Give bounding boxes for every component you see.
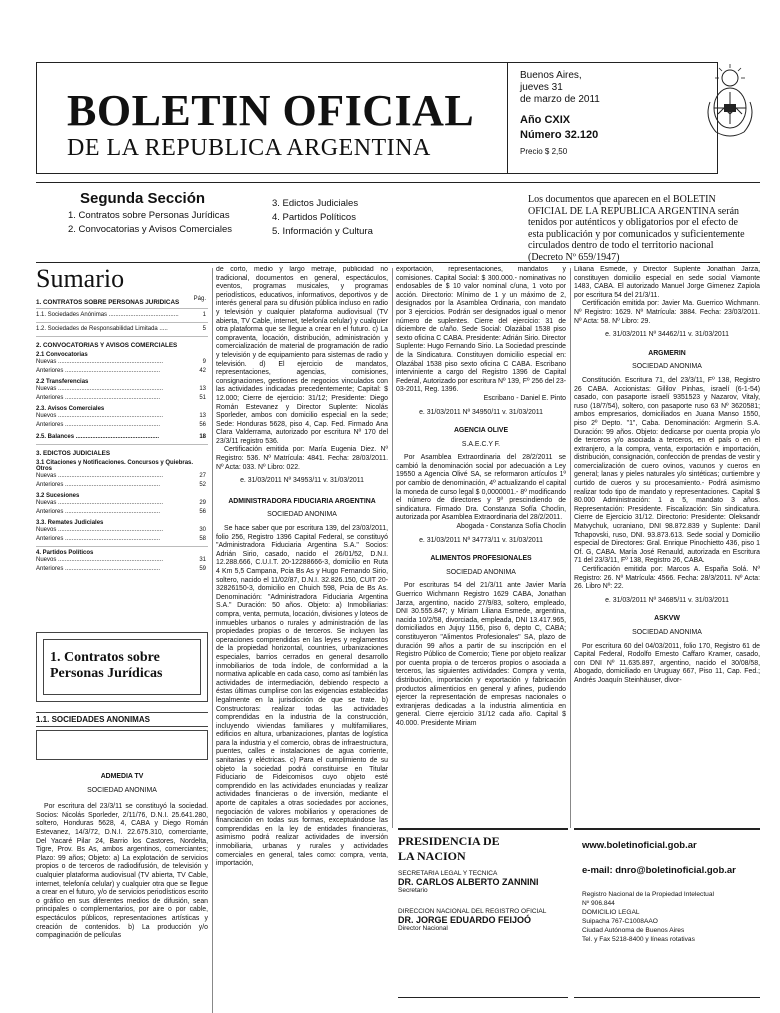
notice-reference: e. 31/03/2011 Nº 34773/11 v. 31/03/2011 — [419, 536, 543, 544]
sumario-row[interactable]: Anteriores ......................................................... 52 — [36, 482, 206, 488]
notice-text: Por escritura 60 del 04/03/2011, folio 170, Registro 61 de Capital Federal, Rodolfo Ernesto Caffaro Kramer, casado, con DNI Nº 11.635.897, argentino, nacido el 30/08/58, Abogado, domiciliado en Uruguay 667, Piso 11, Cap. Fed.; Andrés Joaquín Steinhäuser, divor- — [574, 642, 760, 684]
notice-heading: ADMINISTRADORA FIDUCIARIA ARGENTINA — [228, 497, 376, 505]
sumario — [36, 264, 208, 574]
issue-date-line-3: de marzo de 2011 — [520, 94, 600, 105]
sumario-row[interactable]: Nuevas ............................................................... 29 — [36, 500, 206, 506]
presidencia-box — [398, 828, 568, 998]
notice-subheading: SOCIEDAD ANONIMA — [87, 786, 157, 794]
notice-text: Por Asamblea Extraordinaria del 28/2/2011 se cambió la denominación social por adecuación a Ley 19550 a Agencia Olivé SA, se reformaron artículos 1º por cambio de denominación, 4º actualizando el capital la moneda de curso legal $ 0,0000001.- 8º modificando el número de directores y 9º prescindiendo de sindicatura. Firmado Dra. Constanza Sofía Choclin, autorizada por Asamblea Extraordinaria del 28/2/2011. — [396, 454, 566, 522]
section-list-right — [272, 198, 472, 240]
sumario-row[interactable]: Anteriores ......................................................... 58 — [36, 536, 206, 542]
direccion-role: Director Nacional — [398, 925, 448, 932]
notice-cert: Certificación emitida por: María Eugenia Diez. Nº Registro: 536. Nº Matrícula: 4841. Fecha: 28/03/2011. Nº Acta: 033. Nº Libro: 022. — [216, 446, 388, 471]
notice-heading: ADMEDIA TV — [100, 773, 144, 780]
column-3 — [396, 266, 566, 826]
issue-meta — [520, 70, 680, 156]
presidencia-title: LA NACION — [398, 849, 466, 863]
sumario-subgroup: 4. Partidos Políticos — [36, 550, 94, 556]
secretaria-name: DR. CARLOS ALBERTO ZANNINI — [398, 877, 539, 887]
sumario-row[interactable]: Anteriores ......................................................... 56 — [36, 422, 206, 428]
notice-reference: e. 31/03/2011 Nº 34950/11 v. 31/03/2011 — [419, 408, 543, 416]
sumario-row[interactable]: 1.1. Sociedades Anónimas .......................................... 1 — [36, 312, 206, 318]
sumario-subgroup: 3.3. Remates Judiciales — [36, 520, 104, 526]
content-divider — [36, 262, 760, 263]
notice-heading: ALIMENTOS PROFESIONALES — [430, 555, 532, 563]
sumario-subgroup: 2.3. Avisos Comerciales — [36, 406, 105, 412]
legal-notice: Los documentos que aparecen en el BOLETIN OFICIAL DE LA REPUBLICA ARGENTINA serán tenidos por auténticos y obligatorios por el efecto de esta publicación y por comunicados y suficientemente circulados dentro de todo el territorio nacional (Decreto Nº 659/1947) — [528, 194, 745, 263]
issue-price: Precio $ 2,50 — [520, 147, 568, 156]
section-item: 2. Convocatorias y Avisos Comerciales — [68, 224, 233, 235]
notice-reference: e. 31/03/2011 Nº 34462/11 v. 31/03/2011 — [605, 331, 729, 339]
sumario-row[interactable]: Nuevas ............................................................... 27 — [36, 473, 206, 479]
notice-text: Liliana Esmede, y Director Suplente Jonathan Jarza, constituyen domicilio especial en sede social Viamonte 1483, CABA. El autorizado Manuel Jorge Gimenez Zapiola por escritura 54 del 21/3/11. — [574, 266, 760, 299]
notice-text: Por escrituras 54 del 21/3/11 ante Javier María Guerrico Wichmann Registro 1629 CABA, Jonathan Jarza, argentino, nacido 27/9/83, soltero, empleado, DNI 30.555.847; y Miriam Liliana Esmede, argentina, nacida 10/2/58, divorciada, empleada, DNI 13.417.965, domiciliados en Jujuy 1156, piso 6, depto C, CABA; constituyeron "Alimentos Profesionales" SA, plazo de duración 99 años a partir de su inscripción en el Registro Público de Comercio; Tiene por objeto realizar por cuenta propia o de terceros propios o asociada a terceros, las siguientes actividades: Compra y venta, distribución, importación y exportación y fabricación productos alimenticios en general y afines, pudiendo ejercer la representación de empresas nacionales o extranjeras dedicadas a la industria alimenticia en general. Cierre ejercicio 31/12 cada año. Capital $ 40.000. Presidente Miriam — [396, 582, 566, 727]
notice-heading: ASKVW — [654, 615, 680, 623]
direccion-name: DR. JORGE EDUARDO FEIJOÓ — [398, 915, 532, 925]
notice-subheading: SOCIEDAD ANONIMA — [267, 511, 337, 519]
issue-number: Número 32.120 — [520, 129, 599, 141]
sumario-subgroup: 3.2 Sucesiones — [36, 493, 80, 499]
notice-text: exportación, representaciones, mandatos y comisiones. Capital Social: $ 300.000.- nominativas no endosables de $ 10 valor nominal c/una, 1 voto por acción. Directorio: Mínimo de 1 y un máximo de 2, designados por la Asamblea Ordinaria, con mandato por 3 ejercicios. Podrán ser designados igual o menor número de suplentes. Cierre del ejercicio: 31 de diciembre de c/año. Sede Social: Olazábal 1538 piso sexto oficina C CABA. Presidente: Adrián Sirio. Director Suplente: Hugo Fernando Sirio. La Sociedad prescinde de la Sindicatura. Constituyen domicilio especial en: Olazábal 1538 piso sexto oficina C CABA. Escribano interviniente a cargo del Registro 1396 de Capital Federal, Autorizado por escritura Nº 139, Fº 256 del 23-03-2011, Reg. 1396. — [396, 266, 566, 394]
sumario-subgroup: 2.2 Transferencias — [36, 379, 89, 385]
notice-text: de corto, medio y largo metraje, publicidad no tradicional, documentos en general, espectáculos, eventos, programas musicales, y programas periodísticos, educativos, informativos, deportivos y de interés general para su difusión pública incluso en radio y televisión y cualquier plataforma audiovisual (TV abierta, TV Cable, internet, telefonía celular) y cualquier otra plataforma que se llegue a crear en el futuro. c) La compraventa, locación, distribución, administración y comercialización de material de programación de radio y televisión y de equipamiento para sistemas de radio y televisión. d) El ejercicio de mandatos, representaciones, agencias, comisiones, consignaciones, gestiones de negocios vinculados con las actividades indicadas precedentemente; Capital: $ 12.000; Cierre de ejercicio: 31/12; Presidente: Diego Román Estevanez y Director Suplente: Nicolás Sporleder, ambos con domicilio especial en la sede; Sede: Honduras 5628, piso 4, Cap. Fed. Firmado Ana Clara Valderrama, autorizado por escritura Nº 170 del 23/3/11 registro 536. — [216, 266, 388, 445]
sumario-group: 2. CONVOCATORIAS Y AVISOS COMERCIALES — [36, 342, 178, 349]
notice-subheading: SOCIEDAD ANONIMA — [632, 363, 702, 371]
section-item: 1. Contratos sobre Personas Jurídicas — [68, 210, 230, 221]
secretaria-label: SECRETARIA LEGAL Y TECNICA — [398, 870, 498, 877]
sociedades-heading: 1.1. SOCIEDADES ANONIMAS — [36, 712, 208, 727]
page-label: Pág. — [193, 296, 206, 302]
column-divider — [212, 268, 213, 1013]
section-item: 4. Partidos Políticos — [272, 212, 356, 223]
column-4 — [574, 266, 760, 826]
sumario-row[interactable]: Nuevas ............................................................... 9 — [36, 359, 206, 365]
section-item: 3. Edictos Judiciales — [272, 198, 359, 209]
notice-subheading: SOCIEDAD ANONIMA — [632, 628, 702, 636]
sumario-row[interactable]: Anteriores ......................................................... 42 — [36, 368, 206, 374]
section-box — [68, 190, 262, 250]
column-2 — [216, 266, 388, 1011]
sumario-row[interactable]: Anteriores ......................................................... 56 — [36, 509, 206, 515]
notice-subheading: SOCIEDAD ANONIMA — [446, 568, 516, 576]
sumario-row[interactable]: Nuevos ............................................................... 30 — [36, 527, 206, 533]
issue-date-line-1: Buenos Aires, — [520, 70, 582, 81]
website-link[interactable]: www.boletinoficial.gob.ar — [582, 840, 697, 851]
notice-text: Por escritura del 23/3/11 se constituyó la sociedad. Socios: Nicolás Sporleder, 2/11/76, D.N.I. 25.641.280, soltero, Honduras 5628, 4, CABA y Diego Román Estevanez, 14/3/72, D.N.I. 22.675.310, comerciante, Del Yacaré Pilar 24, Barrio los Castores, Nordelta, Tigre, Prov. Bs As, ambos argentinos, comerciantes; Plazo: 99 años; Objeto: a) La explotación de servicios propios o de terceros de radiodifusión, de televisión y cualquier plataforma audiovisual (TV abierta, TV Cable, internet, telefonía celular) y cualquier otra que se llegue a crear en el futuro, y/o de servicios periodísticos escrito o gráfico en sus diferentes medios de difusión, sean principales o complementarios, por aire o por cable, espectáculos públicos, representaciones artísticas y creación de contenidos. b) La producción y/o compaginación de películas — [36, 803, 208, 940]
notice-cert: Certificación emitida por: Marcos A. España Solá. Nº Registro: 26. Nº Matrícula: 4566. Fecha: 28/3/2011. Nº Acta: 26. Libro Nº: 22. — [574, 566, 760, 591]
notice-heading: AGENCIA OLIVE — [453, 427, 509, 435]
sumario-group: 1. CONTRATOS SOBRE PERSONAS JURIDICAS — [36, 299, 180, 306]
registry-info: Registro Nacional de la Propiedad Intelectual Nº 906.844 DOMICILIO LEGAL Suipacha 767-C1008AAO Ciudad Autónoma de Buenos Aires Tel. y Fax 5218-8400 y líneas rotativas — [582, 891, 714, 943]
sumario-group: 3. EDICTOS JUDICIALES — [36, 450, 111, 457]
sumario-row[interactable]: 1.2. Sociedades de Responsabilidad Limitada ..... 5 — [36, 326, 206, 332]
notice-subheading: S.A.E.C.Y F. — [461, 440, 501, 448]
direccion-label: DIRECCION NACIONAL DEL REGISTRO OFICIAL — [398, 908, 547, 915]
column-divider — [392, 268, 393, 828]
notice-reference: e. 31/03/2011 Nº 34953/11 v. 31/03/2011 — [240, 477, 364, 485]
sumario-row[interactable]: Anteriores ......................................................... 59 — [36, 566, 206, 572]
contact-box — [574, 828, 760, 998]
top-divider — [36, 182, 760, 183]
sumario-row[interactable]: Anteriores ......................................................... 51 — [36, 395, 206, 401]
contratos-box-label: 1. Contratos sobre Personas Jurídicas — [43, 639, 201, 695]
newspaper-subtitle: DE LA REPUBLICA ARGENTINA — [67, 135, 431, 161]
notice-text: Constitución. Escritura 71, del 23/3/11, Fº 138, Registro 26 CABA. Accionistas: Gililov Pinhas, israelí (6-1-54) casado, con pasaporte israelí 9351523 y Nazarov, Vitaly, ruso (18/7/54), soltero, con pasaporte ruso 63 Nº 3620581; ambos empresarios, domiciliados en Juana Manso 1550, piso 2º Depto. "1", Caba. Denominación: Argmerin S.A. Duración: 99 años. Objeto: dedicarse por cuenta propia y/o de terceros y/o asociada a terceros, en el país o en el extranjero, a la compra, venta, exportación e importación, distribución, consignación, confección de prendas de vestir y comercialización de cuero ovinos, vacunos y cueros en general; lanas y pieles naturales y/o sintéticas; curtiembre y curtido de cueros y su procesamiento.- Podrá asimismo realizar todo tipo de mandato y representaciones. Capital $ 80.000 Administración: 1 a 5, mandato 3 años. Representación: Presidente. Fiscalización: Sin sindicatura. Cierre de Ejercicio 31/12. Directorio: Presidente: Oleksandr Matvychuk, ucraniano, DNI 98.872.839 y Suplente: Danil Tchapovski, ruso, DNI. 93.873.613. Sede social y Domicilio especial de Directores: Gral. Enrique Pinochietto 436, piso 1 Of. G, CABA. María José Renauld, autorizada en Escritura 71 del 23/3/11, Fº 138, Registro 26, CABA. — [574, 376, 760, 565]
section-title: Segunda Sección — [80, 190, 206, 207]
issue-date-line-2: jueves 31 — [520, 82, 563, 93]
section-item: 5. Información y Cultura — [272, 226, 373, 237]
sumario-subgroup: 2.1 Convocatorias — [36, 352, 88, 358]
sumario-row[interactable]: 2.5. Balances .................................................. 18 — [36, 434, 206, 440]
sumario-subgroup: 3.1 Citaciones y Notificaciones. Concursos y Quiebras. Otros — [36, 460, 194, 472]
sumario-row[interactable]: Nuevos ............................................................... 13 — [36, 413, 206, 419]
newspaper-title: BOLETIN OFICIAL — [67, 86, 475, 135]
masthead-divider — [507, 63, 508, 173]
column-divider — [570, 268, 571, 828]
sumario-title: Sumario — [36, 264, 125, 293]
notice-cert: Certificación emitida por: Javier Ma. Guerrico Wichmann. Nº Registro: 1629. Nº Matrícula: 3884. Fecha: 23/03/2011. Nº Acta: 58. Nº Libro: 29. — [574, 300, 760, 325]
sumario-row[interactable]: Nuevas ............................................................... 13 — [36, 386, 206, 392]
notice-signature: Escribano - Daniel E. Pinto — [483, 394, 566, 402]
presidencia-title: PRESIDENCIA DE — [398, 834, 500, 848]
email-link[interactable]: e-mail: dnro@boletinoficial.gob.ar — [582, 865, 736, 876]
secretaria-role: Secretario — [398, 887, 428, 894]
issue-year: Año CXIX — [520, 114, 571, 126]
coat-of-arms-icon — [700, 62, 760, 142]
notice-text: Se hace saber que por escritura 139, del 23/03/2011, folio 256, Registro 1396 Capital Federal, se constituyó "Administradora Fiduciaria Argentina S.A." Socios: Adrián Sirio, casado, nacido el 26/01/52, D.N.I. 12.288.666, C.U.I.T. 20-12288666-3, domicilio en Ruta 4 Km 5,5 Campana, Pcia Bs As y Hugo Fernando Sirio, soltero, nacido el 11/02/87, D.N.I. 32.826.150, CUIT 20-32826150-3, domicilio en Chuich 598, Pcia de Bs As. Denominación: "Administradora Fiduciaria Argentina S.A." Duración: 50 años. Objeto: a) Inmobiliarias: compra, venta, permuta, locación, divisiones y loteos de inmuebles urbanos o rurales y administración de las propiedades propias o de terceros. Se incluyen las operaciones comprendidas en las leyes y reglamentos de la propiedad horizontal, countries, urbanizaciones especiales, barrios cerrados en general desarrollo inmobiliarios de toda índole, de conformidad a la normativa aplicable en cada caso, como así también las actividades de intermediación, debiendo respecto a éstas últimas cumplirse con las exigencias establecidas legalmente en la jurisdicción de que se trate. b) Constructoras: realizar todas las actividades comprendidas en la industria de la construcción, incluyendo viviendas familiares y multifamiliares, edificios en altura, urbanizaciones, plantas de logística para la industria y el comercio, obras de infraestructura, puentes, calles e instalaciones de agua corriente, sanitarias y eléctricas. c) Para el cumplimiento de su objeto la sociedad podrá constituirse en Titular Fiduciario de Fideicomisos cuyo objeto esté comprendido en las actividades enunciadas y realizar actividades financieras o de inversión, mediante el aporte de capitales a otras sociedades por acciones, negociación de valores mobiliarios y operaciones de financiación en todas sus formas, exceptuándose las comprendidas en la ley de entidades financieras, asimismo podrá realizar actividades de inversión inmobiliaria, urbanas y rurales y actividades comerciales en general, tales como: compra, venta, importación, — [216, 525, 388, 868]
contratos-box — [36, 632, 208, 702]
heading-bar — [36, 730, 208, 760]
column-1 — [36, 768, 208, 1008]
sumario-row[interactable]: Nuevos ............................................................... 31 — [36, 557, 206, 563]
notice-heading: ARGMERIN — [648, 349, 686, 357]
notice-reference: e. 31/03/2011 Nº 34685/11 v. 31/03/2011 — [605, 596, 729, 604]
notice-signature: Abogada - Constanza Sofía Choclin — [456, 523, 566, 531]
